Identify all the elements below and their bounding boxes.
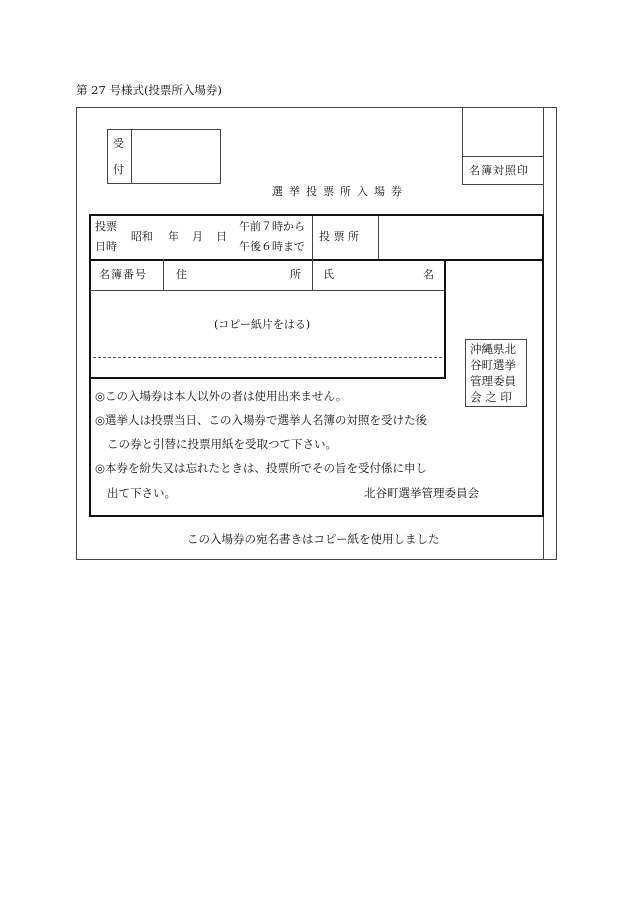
form-title: 第 27 号様式(投票所入場券) — [76, 83, 222, 97]
place-value-divider — [378, 216, 379, 259]
footer-note: この入場券の宛名書きはコピー紙を使用しました — [187, 532, 440, 546]
copy-box-bottom — [90, 377, 446, 379]
seal-line-3: 管理委員 — [470, 374, 516, 388]
seal-line-4: 会 之 印 — [470, 390, 512, 404]
seal-line-1: 沖縄県北 — [470, 342, 516, 356]
reception-divider — [131, 129, 132, 184]
copy-box-right — [444, 259, 446, 378]
reception-char-2: 付 — [113, 163, 124, 176]
column-address-1: 住 — [176, 268, 187, 281]
seal-line-2: 谷町選挙 — [470, 358, 516, 372]
year-label: 年 — [168, 230, 179, 243]
note-1: ◎この入場券は本人以外の者は使用出来ません。 — [95, 389, 348, 403]
roll-check-left-line — [462, 107, 463, 184]
time-from: 午前７時から — [239, 220, 305, 233]
place-label: 投 票 所 — [319, 230, 359, 243]
roll-check-divider — [462, 156, 543, 157]
note-5: 出て下さい。 — [107, 486, 176, 500]
month-label: 月 — [192, 230, 203, 243]
note-2: ◎選挙人は投票当日、この入場券で選挙人名簿の対照を受けた後 — [95, 413, 428, 427]
issuer: 北谷町選挙管理委員会 — [364, 486, 479, 500]
column-name-2: 名 — [423, 268, 434, 281]
date-row-bottom — [90, 259, 543, 261]
era-label: 昭和 — [131, 230, 153, 243]
date-label-1: 投票 — [95, 220, 117, 233]
reception-char-1: 受 — [113, 137, 124, 150]
reception-box — [107, 129, 221, 184]
column-name-1: 氏 — [323, 268, 334, 281]
place-divider — [312, 216, 313, 290]
number-divider — [163, 259, 164, 290]
column-header-bottom — [90, 290, 444, 291]
copy-note: (コピー紙片をはる) — [214, 318, 311, 331]
time-to: 午後６時まで — [239, 240, 305, 253]
note-4: ◎本券を紛失又は忘れたときは、投票所でその旨を受付係に申し — [95, 461, 428, 475]
column-number: 名簿番号 — [99, 268, 147, 281]
date-label-2: 日時 — [95, 240, 117, 253]
note-3: この券と引替に投票用紙を受取つて下さい。 — [107, 437, 337, 451]
column-address-2: 所 — [290, 268, 301, 281]
roll-check-label: 名簿対照印 — [469, 164, 529, 177]
roll-check-bottom — [462, 184, 543, 185]
day-label: 日 — [216, 230, 227, 243]
dashed-line — [93, 357, 442, 358]
ticket-title: 選挙投票所入場券 — [272, 185, 408, 198]
